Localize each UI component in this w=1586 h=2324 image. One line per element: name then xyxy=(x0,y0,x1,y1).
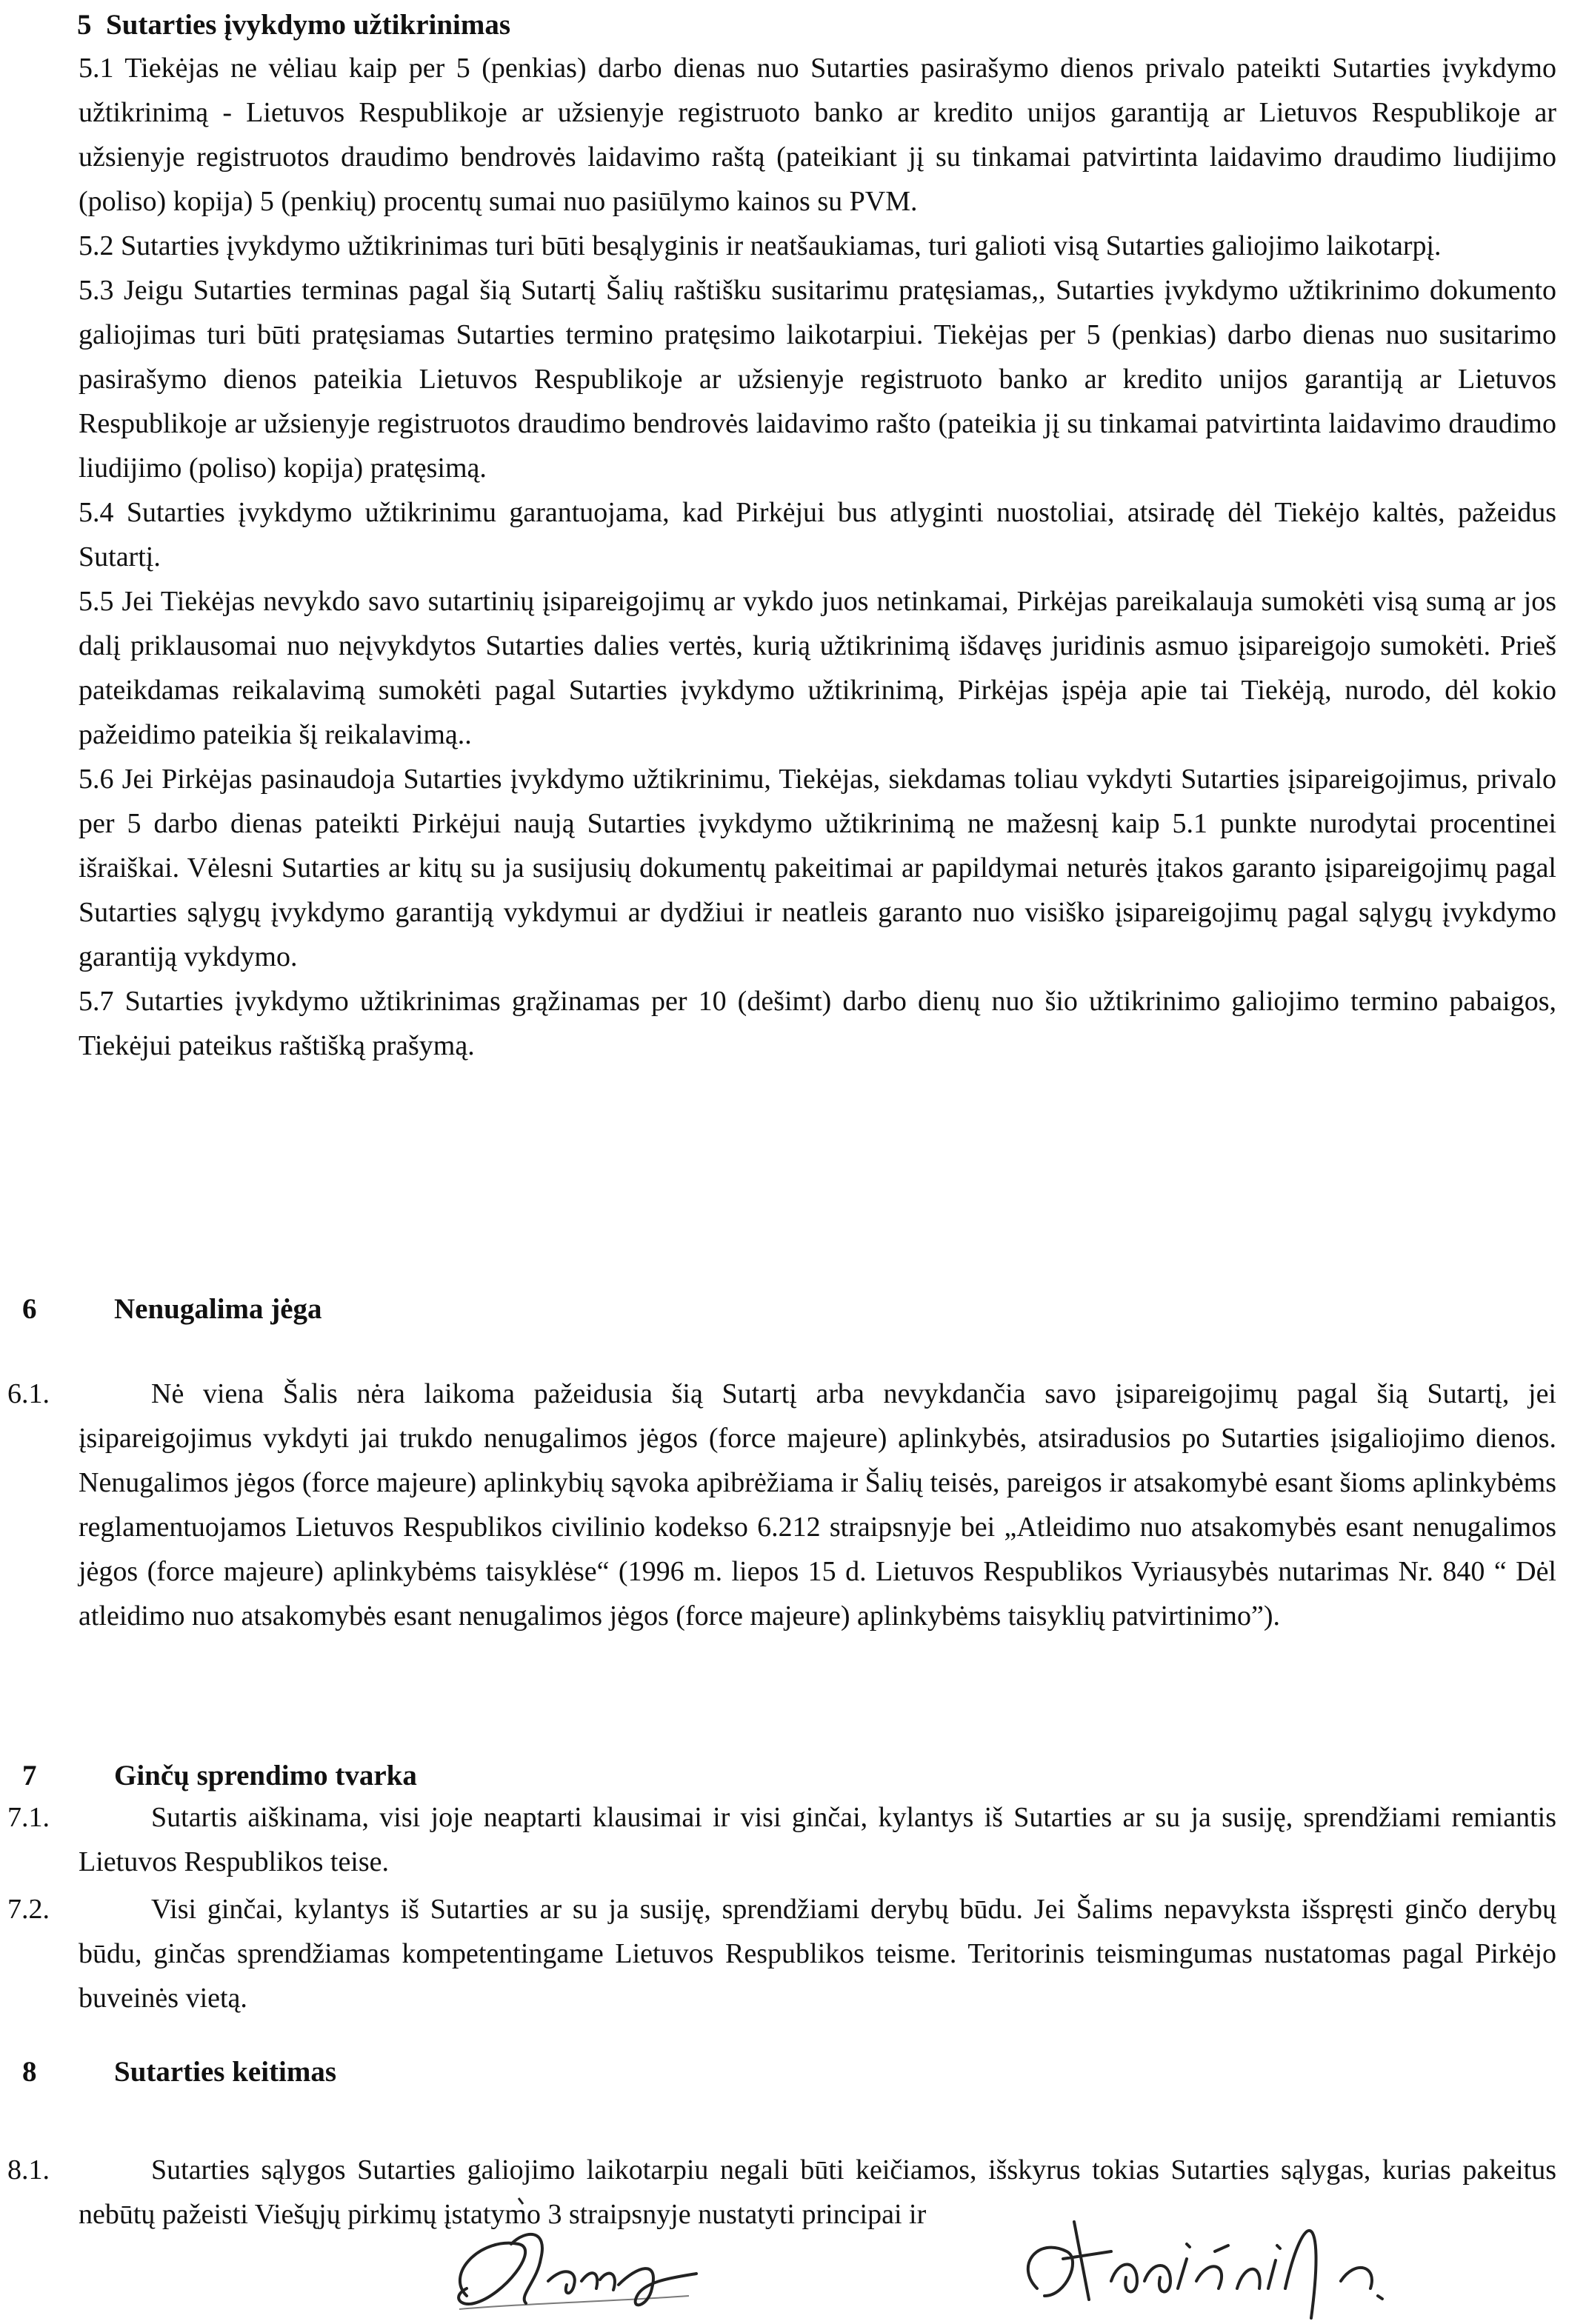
item-6-1 xyxy=(7,1372,1556,1638)
paragraph-5-1: 5.1 Tiekėjas ne vėliau kaip per 5 (penkias) darbo dienas nuo Sutarties pasirašymo dienos privalo pateikti Sutarties įvykdymo užtikrinimą - Lietuvos Respublikoje ar užsienyje registruoto banko ar kredito unijos garantiją ar Lietuvos Respublikoje ar užsienyje registruotos draudimo bendrovės laidavimo raštą (pateikiant jį su tinkamai patvirtinta laidavimo draudimo liudijimo (poliso) kopija) 5 (penkių) procentų sumai nuo pasiūlymo kainos su PVM. xyxy=(79,53,1556,217)
item-text: Sutartis aiškinama, visi joje neaptarti klausimai ir visi ginčai, kylantys iš Sutarties ar su ja susiję, sprendžiami remiantis Lietuvos Respublikos teise. xyxy=(79,1802,1556,1877)
item-number: 6.1. xyxy=(7,1378,50,1409)
item-text: Visi ginčai, kylantys iš Sutarties ar su ja susiję, sprendžiami derybų būdu. Jei Šalims nepavyksta išspręsti ginčo derybų būdu, ginčas sprendžiamas kompetentingame Lietuvos Respublikos teisme. Teritorinis teismingumas nustatomas pagal Pirkėjo buveinės vietą. xyxy=(79,1894,1556,2014)
paragraph-5-6: 5.6 Jei Pirkėjas pasinaudoja Sutarties įvykdymo užtikrinimu, Tiekėjas, siekdamas toliau vykdyti Sutarties įsipareigojimus, privalo per 5 darbo dienas pateikti Pirkėjui naują Sutarties įvykdymo užtikrinimą ne mažesnį kaip 5.1 punkte nurodytai procentinei išraiškai. Vėlesni Sutarties ar kitų su ja susijusių dokumentų pakeitimai ar papildymai neturės įtakos garanto įsipareigojimų pagal Sutarties sąlygų įvykdymo garantiją vykdymui ar dydžiui ir neatleis garanto nuo visiško įsipareigojimų pagal sąlygų įvykdymo garantiją vykdymo. xyxy=(79,764,1556,972)
item-text: Nė viena Šalis nėra laikoma pažeidusia šią Sutartį arba nevykdančia savo įsipareigojimų pagal šią Sutartį, jei įsipareigojimus vykdyti jai trukdo nenugalimos jėgos (force majeure) aplinkybės, atsiradusios po Sutarties įsigaliojimo dienos. Nenugalimos jėgos (force majeure) aplinkybių sąvoka apibrėžiama ir Šalių teisės, pareigos ir atsakomybė esant šioms aplinkybėms reglamentuojamos Lietuvos Respublikos civilinio kodekso 6.212 straipsnyje bei „Atleidimo nuo atsakomybės esant nenugalimos jėgos (force majeure) aplinkybėms taisyklėse“ (1996 m. liepos 15 d. Lietuvos Respublikos Vyriausybės nutarimas Nr. 840 “ Dėl atleidimo nuo atsakomybės esant nenugalimos jėgos (force majeure) aplinkybėms taisyklių patvirtinimo”). xyxy=(79,1378,1556,1632)
section-5-heading xyxy=(77,4,510,46)
section-number: 5 xyxy=(77,9,92,41)
item-text: Sutarties sąlygos Sutarties galiojimo laikotarpiu negali būti keičiamos, išskyrus tokias Sutarties sąlygas, kurias pakeitus nebūtų pažeisti Viešųjų pirkimų įstatymo 3 straipsnyje nustatyti principai ir xyxy=(79,2154,1556,2230)
section-title: Nenugalima jėga xyxy=(114,1293,322,1325)
paragraph-5-2: 5.2 Sutarties įvykdymo užtikrinimas turi būti besąlyginis ir neatšaukiamas, turi galioti visą Sutarties galiojimo laikotarpį. xyxy=(79,230,1442,261)
signature-right xyxy=(993,2177,1511,2324)
section-title: Sutarties įvykdymo užtikrinimas xyxy=(106,9,511,41)
section-7-heading xyxy=(22,1755,417,1797)
section-6-heading xyxy=(22,1289,322,1330)
paragraph-5-5: 5.5 Jei Tiekėjas nevykdo savo sutartinių įsipareigojimų ar vykdo juos netinkamai, Pirkėjas pareikalauja sumokėti visą sumą ar jos dalį priklausomai nuo neįvykdytos Sutarties dalies vertės, kurią užtikrinimą išdavęs juridinis asmuo įsipareigojo sumokėti. Prieš pateikdamas reikalavimą sumokėti pagal Sutarties įvykdymo užtikrinimą, Pirkėjas įspėja apie tai Tiekėją, nurodo, dėl kokio pažeidimo pateikia šį reikalavimą.. xyxy=(79,586,1556,750)
section-title: Ginčų sprendimo tvarka xyxy=(114,1760,417,1792)
paragraph-5-3: 5.3 Jeigu Sutarties terminas pagal šią Sutartį Šalių raštišku susitarimu pratęsiamas,, Sutarties įvykdymo užtikrinimo dokumento galiojimas turi būti pratęsiamas Sutarties termino pratęsimo laikotarpiui. Tiekėjas per 5 (penkias) darbo dienas nuo susitarimo pasirašymo dienos pateikia Lietuvos Respublikoje ar užsienyje registruoto banko ar kredito unijos garantiją ar Lietuvos Respublikoje ar užsienyje registruotos draudimo bendrovės laidavimo rašto (pateikia jį su tinkamai patvirtinta laidavimo draudimo liudijimo (poliso) kopija) pratęsimą. xyxy=(79,275,1556,484)
paragraph-5-7: 5.7 Sutarties įvykdymo užtikrinimas grąžinamas per 10 (dešimt) darbo dienų nuo šio užtikrinimo galiojimo termino pabaigos, Tiekėjui pateikus raštišką prašymą. xyxy=(79,986,1556,1061)
section-8-heading xyxy=(22,2051,336,2093)
item-number: 8.1. xyxy=(7,2154,50,2186)
section-5-body xyxy=(79,46,1556,1068)
section-title: Sutarties keitimas xyxy=(114,2056,337,2088)
item-number: 7.1. xyxy=(7,1802,50,1833)
item-7-2 xyxy=(7,1887,1556,2020)
section-number: 7 xyxy=(22,1760,37,1792)
signature-left xyxy=(415,2185,726,2324)
item-7-1 xyxy=(7,1795,1556,1884)
item-number: 7.2. xyxy=(7,1894,50,1925)
section-number: 6 xyxy=(22,1293,37,1325)
paragraph-5-4: 5.4 Sutarties įvykdymo užtikrinimu garantuojama, kad Pirkėjui bus atlyginti nuostoliai, atsiradę dėl Tiekėjo kaltės, pažeidus Sutartį. xyxy=(79,497,1556,572)
section-number: 8 xyxy=(22,2056,37,2088)
